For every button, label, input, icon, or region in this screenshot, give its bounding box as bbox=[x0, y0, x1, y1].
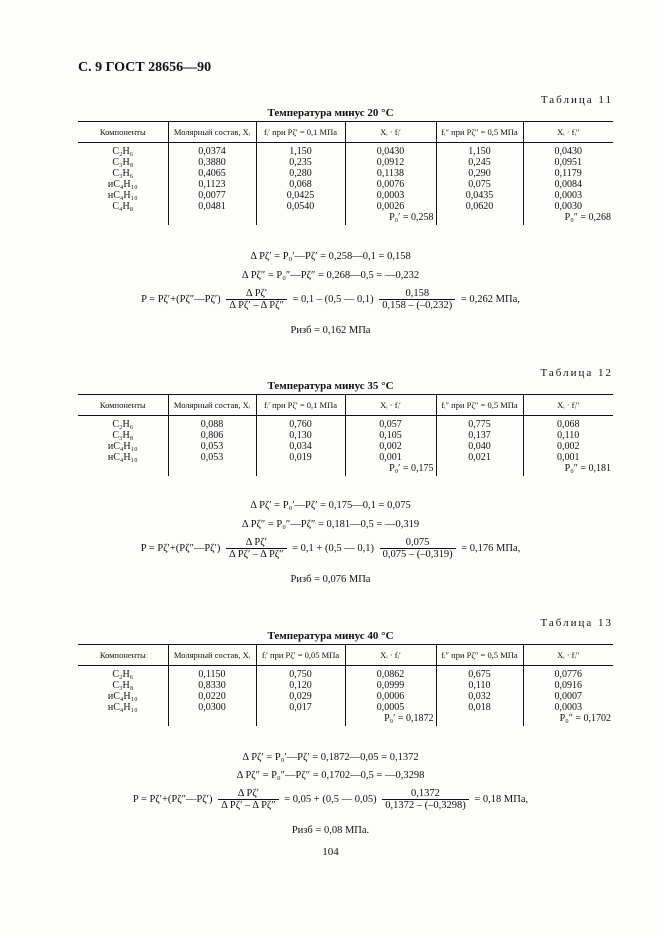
fraction bbox=[382, 788, 469, 811]
component-cell: C₃H₈ bbox=[112, 430, 134, 441]
equation-delta-p1: Δ Pζ′ = P₀′—Pζ′ = 0,258—0,1 = 0,158 bbox=[250, 251, 411, 262]
table-row bbox=[78, 143, 613, 158]
table-cell: 0,137 bbox=[436, 430, 523, 441]
table-cell: 0,0430 bbox=[523, 143, 613, 158]
column-header: Xᵢ · fᵢ″ bbox=[523, 645, 613, 666]
table-title: Температура минус 20 °С bbox=[267, 107, 394, 119]
table-total-row bbox=[78, 463, 613, 476]
table-cell: 0,0084 bbox=[523, 179, 613, 190]
table-cell: 0,280 bbox=[256, 168, 345, 179]
table-row bbox=[78, 452, 613, 463]
table-cell: 1,150 bbox=[256, 143, 345, 158]
fraction bbox=[379, 288, 455, 311]
table-cell bbox=[168, 713, 256, 726]
table-row bbox=[78, 416, 613, 431]
component-cell bbox=[78, 713, 168, 726]
data-table bbox=[78, 644, 613, 726]
table-cell bbox=[436, 212, 523, 225]
table-cell: 0,0862 bbox=[345, 666, 436, 681]
table-cell: 0,130 bbox=[256, 430, 345, 441]
fraction-denominator: 0,1372 – (–0,3298) bbox=[385, 800, 466, 811]
component-cell: C₂H₆ bbox=[112, 669, 134, 680]
table-cell: 0,1138 bbox=[345, 168, 436, 179]
equation-delta-p2: Δ Pζ″ = P₀″—Pζ″ = 0,181—0,5 = —0,319 bbox=[241, 519, 420, 530]
table-cell: 0,675 bbox=[436, 666, 523, 681]
table-cell: 0,806 bbox=[168, 430, 256, 441]
fraction bbox=[380, 537, 456, 560]
fraction bbox=[226, 537, 287, 560]
table-row bbox=[78, 702, 613, 713]
column-header: Молярный состав, Xᵢ bbox=[168, 395, 256, 416]
page-header: С. 9 ГОСТ 28656—90 bbox=[78, 60, 212, 75]
table-cell: 0,235 bbox=[256, 157, 345, 168]
table-row bbox=[78, 190, 613, 201]
table-cell: 0,0430 bbox=[345, 143, 436, 158]
component-cell: иC₄H₁₀ bbox=[107, 691, 138, 702]
table-title: Температура минус 40 °С bbox=[267, 630, 394, 642]
equation-pressure bbox=[0, 788, 661, 811]
table-title: Температура минус 35 °С bbox=[267, 380, 394, 392]
table-cell bbox=[256, 713, 345, 726]
eq-left: P = Pζ′+(Pζ″—Pζ′) bbox=[140, 542, 221, 554]
table-cell: 0,290 bbox=[436, 168, 523, 179]
table-cell: 0,0540 bbox=[256, 201, 345, 212]
eq-right: = 0,18 МПа, bbox=[474, 793, 529, 805]
table-cell: 0,0030 bbox=[523, 201, 613, 212]
fraction-denominator: Δ Pζ′ – Δ Pζ″ bbox=[221, 800, 276, 811]
result-excess-pressure: Pизб = 0,162 МПа bbox=[290, 325, 371, 336]
table-cell: 0,0776 bbox=[523, 666, 613, 681]
component-cell: нC₄H₁₀ bbox=[107, 452, 138, 463]
table-cell: 0,001 bbox=[523, 452, 613, 463]
table-cell: 0,110 bbox=[523, 430, 613, 441]
column-header: fᵢ″ при Pζ″ = 0,5 МПа bbox=[436, 122, 523, 143]
table-row bbox=[78, 441, 613, 452]
table-cell: 0,0006 bbox=[345, 691, 436, 702]
eq-mid: = 0,05 + (0,5 — 0,05) bbox=[284, 793, 377, 805]
equation-pressure bbox=[0, 288, 661, 311]
table-row bbox=[78, 691, 613, 702]
component-cell: C₂H₆ bbox=[112, 146, 134, 157]
table-cell bbox=[436, 463, 523, 476]
table-cell: 0,0007 bbox=[523, 691, 613, 702]
table-cell: 0,0076 bbox=[345, 179, 436, 190]
column-header: Xᵢ · fᵢ′ bbox=[345, 395, 436, 416]
table-header-row bbox=[78, 645, 613, 666]
table-cell: 0,019 bbox=[256, 452, 345, 463]
column-header: fᵢ′ при Pζ′ = 0,1 МПа bbox=[256, 122, 345, 143]
table-cell: 0,0003 bbox=[523, 190, 613, 201]
table-cell: 0,021 bbox=[436, 452, 523, 463]
table-cell: 0,775 bbox=[436, 416, 523, 431]
component-cell: иC₄H₁₀ bbox=[107, 179, 138, 190]
table-cell: 0,110 bbox=[436, 680, 523, 691]
fraction-denominator: Δ Pζ′ – Δ Pζ″ bbox=[229, 300, 284, 311]
table-total-row bbox=[78, 212, 613, 225]
table-cell: 0,075 bbox=[436, 179, 523, 190]
table-cell: P₀′ = 0,258 bbox=[345, 212, 436, 225]
table-cell: 0,8330 bbox=[168, 680, 256, 691]
table-total-row bbox=[78, 713, 613, 726]
table-cell: 0,1179 bbox=[523, 168, 613, 179]
column-header: Компоненты bbox=[78, 645, 168, 666]
fraction-denominator: Δ Pζ′ – Δ Pζ″ bbox=[228, 549, 284, 560]
component-cell: C₃H₆ bbox=[112, 168, 134, 179]
eq-left: P = Pζ′+(Pζ″—Pζ′) bbox=[141, 293, 221, 305]
table-cell: 0,001 bbox=[345, 452, 436, 463]
component-cell: C₃H₈ bbox=[112, 680, 134, 691]
table-cell: 0,029 bbox=[256, 691, 345, 702]
table-cell: 0,4065 bbox=[168, 168, 256, 179]
table-cell: 0,0003 bbox=[345, 190, 436, 201]
table-row bbox=[78, 430, 613, 441]
table-row bbox=[78, 168, 613, 179]
table-cell: 0,002 bbox=[523, 441, 613, 452]
table-header-row bbox=[78, 122, 613, 143]
table-row bbox=[78, 201, 613, 212]
fraction-numerator: 0,158 bbox=[379, 288, 455, 300]
table-cell: 0,0951 bbox=[523, 157, 613, 168]
column-header: Xᵢ · fᵢ′ bbox=[345, 645, 436, 666]
table-cell: 0,0220 bbox=[168, 691, 256, 702]
table-row bbox=[78, 179, 613, 190]
table-row bbox=[78, 157, 613, 168]
table-caption: Таблица 11 bbox=[540, 94, 613, 106]
column-header: fᵢ″ при Pζ″ = 0,5 МПа bbox=[436, 645, 523, 666]
table-cell: 0,0425 bbox=[256, 190, 345, 201]
table-cell: 0,0300 bbox=[168, 702, 256, 713]
table-cell: 0,3880 bbox=[168, 157, 256, 168]
table-cell: 0,760 bbox=[256, 416, 345, 431]
table-cell: 0,0481 bbox=[168, 201, 256, 212]
equation-delta-p2: Δ Pζ″ = P₀″—Pζ″ = 0,268—0,5 = —0,232 bbox=[241, 270, 420, 281]
fraction-numerator: Δ Pζ′ bbox=[218, 788, 279, 800]
table-cell: 0,0005 bbox=[345, 702, 436, 713]
fraction-numerator: Δ Pζ′ bbox=[226, 537, 287, 549]
equation-delta-p1: Δ Pζ′ = P₀′—Pζ′ = 0,175—0,1 = 0,075 bbox=[250, 500, 411, 511]
column-header: fᵢ′ при Pζ′ = 0,05 МПа bbox=[256, 645, 345, 666]
table-cell bbox=[256, 463, 345, 476]
table-cell: P₀′ = 0,175 bbox=[345, 463, 436, 476]
table-cell: 0,0026 bbox=[345, 201, 436, 212]
table-cell: 0,1123 bbox=[168, 179, 256, 190]
component-cell: нC₄H₁₀ bbox=[107, 190, 138, 201]
table-header-row bbox=[78, 395, 613, 416]
table-cell: 0,068 bbox=[256, 179, 345, 190]
equation-delta-p2: Δ Pζ″ = P₀″—Pζ″ = 0,1702—0,5 = —0,3298 bbox=[236, 770, 425, 781]
data-table bbox=[78, 394, 613, 476]
component-cell: C₂H₆ bbox=[112, 419, 134, 430]
fraction bbox=[218, 788, 279, 811]
table-cell: 1,150 bbox=[436, 143, 523, 158]
table-cell bbox=[168, 463, 256, 476]
table-cell: 0,0999 bbox=[345, 680, 436, 691]
fraction-numerator: 0,075 bbox=[380, 537, 456, 549]
eq-right: = 0,262 МПа, bbox=[460, 293, 520, 305]
table-cell: 0,002 bbox=[345, 441, 436, 452]
table-cell: 0,068 bbox=[523, 416, 613, 431]
table-row bbox=[78, 680, 613, 691]
table-cell: P₀″ = 0,181 bbox=[523, 463, 613, 476]
component-cell: нC₄H₁₀ bbox=[107, 702, 138, 713]
table-cell: 0,0374 bbox=[168, 143, 256, 158]
table-cell: 0,120 bbox=[256, 680, 345, 691]
table-cell: 0,034 bbox=[256, 441, 345, 452]
table-cell: 0,057 bbox=[345, 416, 436, 431]
column-header: fᵢ′ при Pζ′ = 0,1 МПа bbox=[256, 395, 345, 416]
table-cell: 0,0003 bbox=[523, 702, 613, 713]
column-header: Молярный состав, Xᵢ bbox=[168, 122, 256, 143]
table-cell bbox=[168, 212, 256, 225]
table-cell: P₀″ = 0,1702 bbox=[523, 713, 613, 726]
column-header: Компоненты bbox=[78, 122, 168, 143]
eq-right: = 0,176 МПа, bbox=[461, 542, 521, 554]
component-cell bbox=[78, 212, 168, 225]
table-cell: 0,0077 bbox=[168, 190, 256, 201]
data-table bbox=[78, 121, 613, 225]
table-cell: 0,0620 bbox=[436, 201, 523, 212]
table-row bbox=[78, 666, 613, 681]
equation-pressure bbox=[0, 537, 661, 560]
column-header: Молярный состав, Xᵢ bbox=[168, 645, 256, 666]
result-excess-pressure: Pизб = 0,076 МПа bbox=[290, 574, 371, 585]
table-cell: P₀″ = 0,268 bbox=[523, 212, 613, 225]
table-cell: 0,053 bbox=[168, 441, 256, 452]
column-header: Xᵢ · fᵢ′ bbox=[345, 122, 436, 143]
page-number: 104 bbox=[322, 846, 339, 858]
result-excess-pressure: Pизб = 0,08 МПа. bbox=[291, 825, 370, 836]
table-cell: 0,0912 bbox=[345, 157, 436, 168]
eq-left: P = Pζ′+(Pζ″—Pζ′) bbox=[132, 793, 213, 805]
table-cell bbox=[256, 212, 345, 225]
component-cell: иC₄H₁₀ bbox=[107, 441, 138, 452]
column-header: Xᵢ · fᵢ″ bbox=[523, 122, 613, 143]
fraction-numerator: 0,1372 bbox=[382, 788, 469, 800]
table-cell: 0,0435 bbox=[436, 190, 523, 201]
fraction-numerator: Δ Pζ′ bbox=[226, 288, 287, 300]
table-cell: 0,0916 bbox=[523, 680, 613, 691]
table-cell: 0,105 bbox=[345, 430, 436, 441]
fraction bbox=[226, 288, 287, 311]
table-cell bbox=[436, 713, 523, 726]
table-cell: 0,088 bbox=[168, 416, 256, 431]
table-cell: 0,040 bbox=[436, 441, 523, 452]
eq-mid: = 0,1 + (0,5 — 0,1) bbox=[292, 542, 374, 554]
component-cell: C₃H₈ bbox=[112, 157, 134, 168]
table-cell: P₀′ = 0,1872 bbox=[345, 713, 436, 726]
table-cell: 0,1150 bbox=[168, 666, 256, 681]
equation-delta-p1: Δ Pζ′ = P₀′—Pζ′ = 0,1872—0,05 = 0,1372 bbox=[242, 752, 419, 763]
fraction-denominator: 0,075 – (–0,319) bbox=[382, 549, 453, 560]
component-cell bbox=[78, 463, 168, 476]
eq-mid: = 0,1 – (0,5 — 0,1) bbox=[292, 293, 374, 305]
table-cell: 0,017 bbox=[256, 702, 345, 713]
table-caption: Таблица 13 bbox=[540, 617, 613, 629]
table-caption: Таблица 12 bbox=[540, 367, 613, 379]
column-header: fᵢ″ при Pζ″ = 0,5 МПа bbox=[436, 395, 523, 416]
column-header: Компоненты bbox=[78, 395, 168, 416]
table-cell: 0,032 bbox=[436, 691, 523, 702]
component-cell: C₄H₈ bbox=[112, 201, 134, 212]
fraction-denominator: 0,158 – (–0,232) bbox=[382, 300, 453, 311]
table-cell: 0,750 bbox=[256, 666, 345, 681]
table-cell: 0,018 bbox=[436, 702, 523, 713]
table-cell: 0,245 bbox=[436, 157, 523, 168]
table-cell: 0,053 bbox=[168, 452, 256, 463]
column-header: Xᵢ · fᵢ″ bbox=[523, 395, 613, 416]
